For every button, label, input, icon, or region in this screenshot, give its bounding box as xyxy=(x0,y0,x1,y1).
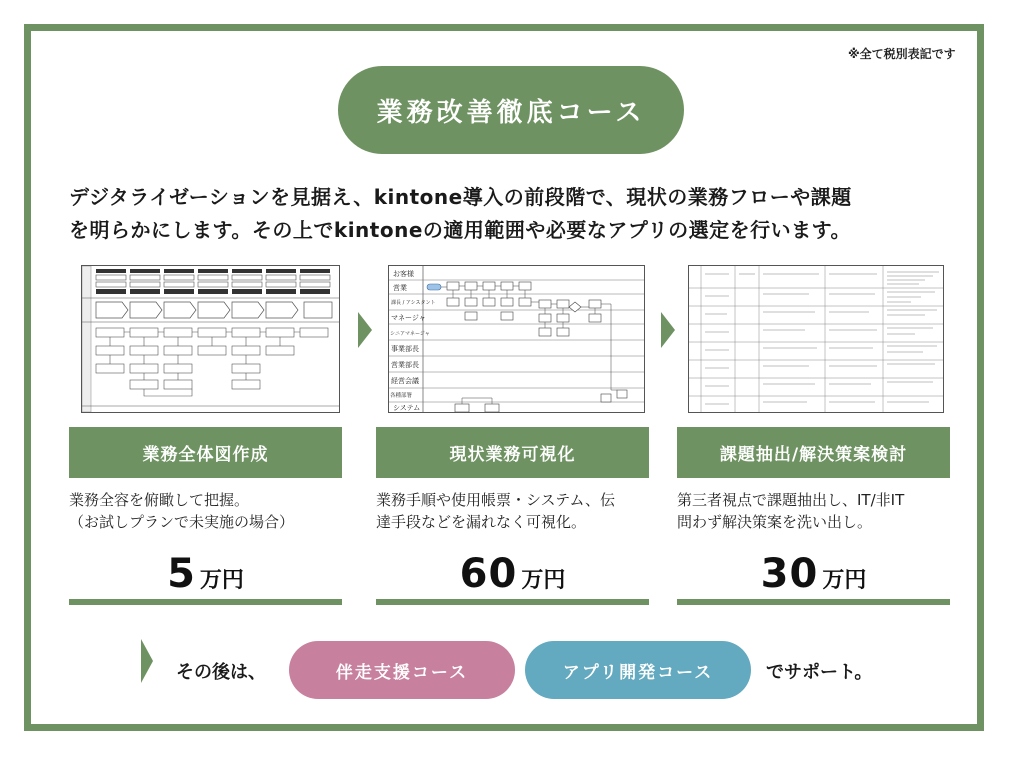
price-underline-2 xyxy=(376,599,649,605)
swimlane-flow-illustration xyxy=(389,266,644,412)
step-label-overall-diagram: 業務全体図作成 xyxy=(69,427,342,478)
after-text: その後は、 xyxy=(176,662,266,683)
current-process-thumbnail xyxy=(388,265,645,413)
price-unit: 万円 xyxy=(199,568,244,593)
issue-table-illustration xyxy=(689,266,943,412)
step-2-desc-line-1: 業務手順や使用帳票・システム、伝 xyxy=(376,491,615,509)
lane-label-manager: マネージャ xyxy=(391,314,426,322)
issue-table-thumbnail xyxy=(688,265,944,413)
lane-label-sales-head: 営業部長 xyxy=(391,361,419,369)
step-description-1 xyxy=(69,489,349,533)
step-price-3 xyxy=(677,551,950,601)
content-frame xyxy=(24,24,984,731)
lane-label-division-head: 事業部長 xyxy=(391,345,419,353)
intro-line-2: を明らかにします。その上でkintoneの適用範囲や必要なアプリの選定を行います。 xyxy=(69,218,851,242)
tax-note: ※全て税別表記です xyxy=(848,47,956,61)
intro-line-1: デジタライゼーションを見据え、kintone導入の前段階で、現状の業務フローや課題 xyxy=(69,185,852,209)
lane-label-customer: お客様 xyxy=(393,270,414,278)
price-underline-1 xyxy=(69,599,342,605)
step-1-desc-line-2: （お試しプランで未実施の場合） xyxy=(69,513,295,531)
price-amount: 30 xyxy=(760,551,819,597)
lane-label-assistant: 課長 / アシスタント xyxy=(391,300,436,306)
step-1-desc-line-1: 業務全容を俯瞰して把握。 xyxy=(69,491,250,509)
step-description-3 xyxy=(677,489,957,533)
step-label-issue-extraction: 課題抽出/解決策案検討 xyxy=(677,427,950,478)
step-description-2 xyxy=(376,489,656,533)
overall-diagram-thumbnail xyxy=(81,265,340,413)
course-title-pill: 業務改善徹底コース xyxy=(338,66,684,154)
app-development-course-pill: アプリ開発コース xyxy=(525,641,751,699)
next-step-arrow xyxy=(141,639,153,683)
step-arrow-1 xyxy=(358,312,372,348)
step-arrow-2 xyxy=(661,312,675,348)
price-unit: 万円 xyxy=(521,568,566,593)
price-amount: 5 xyxy=(167,551,196,597)
step-label-current-process: 現状業務可視化 xyxy=(376,427,649,478)
step-price-2 xyxy=(376,551,649,601)
price-unit: 万円 xyxy=(822,568,867,593)
step-3-desc-line-2: 問わず解決策案を洗い出し。 xyxy=(677,513,873,531)
lane-label-departments: 各種部署 xyxy=(390,393,413,399)
price-amount: 60 xyxy=(459,551,518,597)
price-underline-3 xyxy=(677,599,950,605)
lane-label-sales: 営業 xyxy=(393,284,407,292)
support-text: でサポート。 xyxy=(766,662,873,683)
overall-diagram-illustration xyxy=(82,266,339,412)
lane-label-senior-manager: シニアマネージャ xyxy=(390,331,430,337)
lane-label-system: システム xyxy=(393,404,421,412)
step-2-desc-line-2: 達手段などを漏れなく可視化。 xyxy=(376,513,587,531)
support-course-pill: 伴走支援コース xyxy=(289,641,515,699)
step-price-1 xyxy=(69,551,342,601)
lane-label-management: 経営会議 xyxy=(391,377,419,385)
step-3-desc-line-1: 第三者視点で課題抽出し、IT/非IT xyxy=(677,491,905,509)
